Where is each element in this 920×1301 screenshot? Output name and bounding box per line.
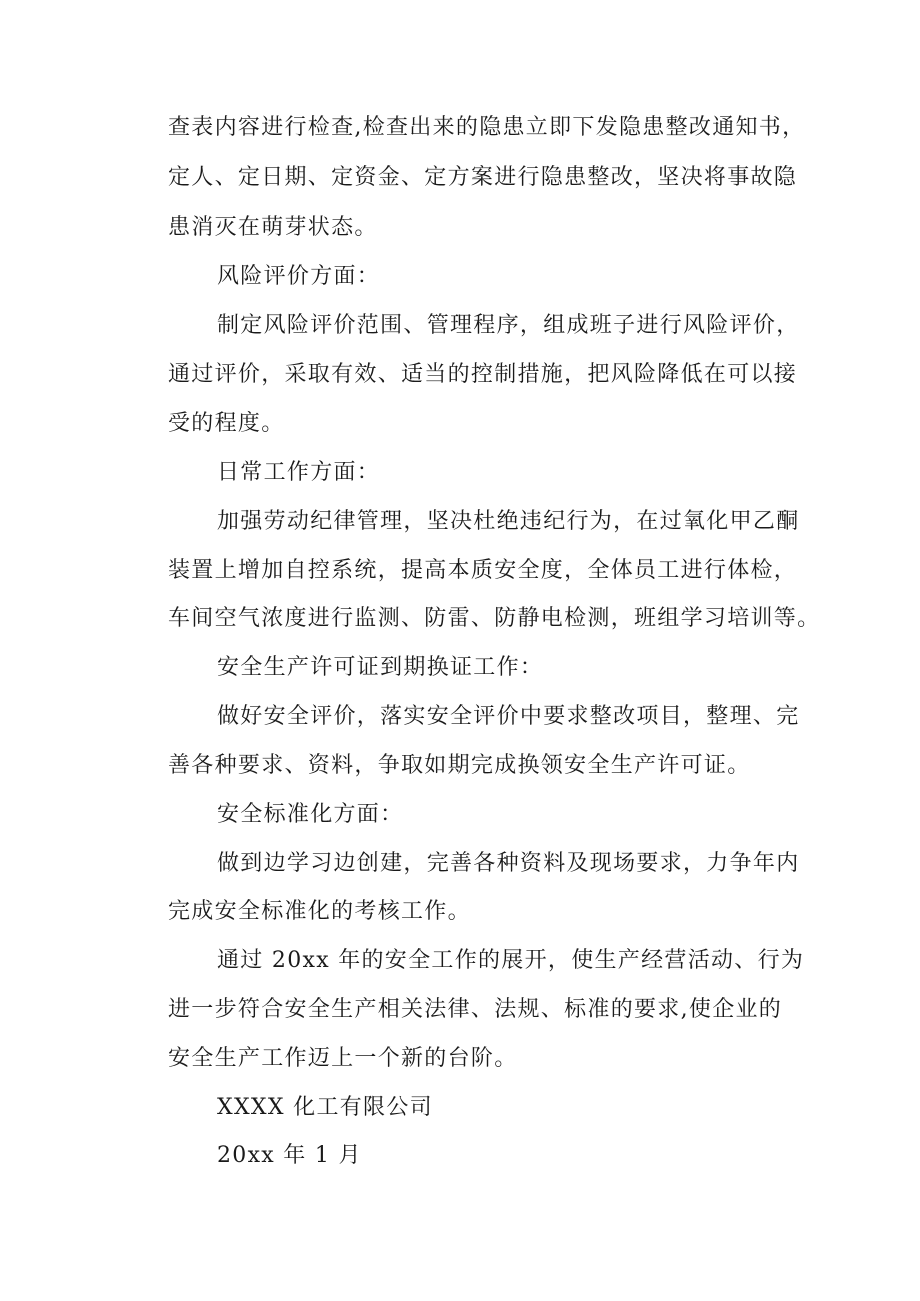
company-name: XXXX 化工有限公司: [217, 1095, 433, 1120]
paragraph-line: 做到边学习边创建，完善各种资料及现场要求，力争年内: [217, 851, 800, 876]
document-date: 20xx 年 1 月: [217, 1143, 362, 1168]
paragraph-line: 做好安全评价，落实安全评价中要求整改项目，整理、完: [217, 704, 800, 729]
paragraph-line: 通过评价，采取有效、适当的控制措施，把风险降低在可以接: [168, 362, 798, 387]
section-heading-daily-work: 日常工作方面：: [217, 460, 381, 485]
paragraph-line: 装置上增加自控系统，提高本质安全度，全体员工进行体检，: [168, 558, 798, 583]
paragraph-line: 通过 20xx 年的安全工作的展开，使生产经营活动、行为: [217, 948, 805, 973]
section-heading-risk-assessment: 风险评价方面：: [217, 264, 381, 289]
paragraph-line: 进一步符合安全生产相关法律、法规、标准的要求,使企业的: [168, 997, 783, 1022]
paragraph-line: 加强劳动纪律管理，坚决杜绝违纪行为，在过氧化甲乙酮: [217, 509, 800, 534]
paragraph-line: 查表内容进行检查,检查出来的隐患立即下发隐患整改通知书，: [168, 115, 806, 140]
paragraph-line: 安全生产工作迈上一个新的台阶。: [168, 1046, 518, 1071]
paragraph-line: 车间空气浓度进行监测、防雷、防静电检测，班组学习培训等。: [168, 606, 821, 631]
paragraph-line: 患消灭在萌芽状态。: [168, 215, 378, 240]
paragraph-line: 完成安全标准化的考核工作。: [168, 899, 471, 924]
section-heading-standardization: 安全标准化方面：: [217, 802, 404, 827]
paragraph-line: 善各种要求、资料，争取如期完成换领安全生产许可证。: [168, 753, 751, 778]
paragraph-line: 定人、定日期、定资金、定方案进行隐患整改，坚决将事故隐: [168, 165, 798, 190]
paragraph-line: 制定风险评价范围、管理程序，组成班子进行风险评价，: [217, 313, 800, 338]
paragraph-line: 受的程度。: [168, 411, 285, 436]
section-heading-license-renewal: 安全生产许可证到期换证工作：: [217, 655, 544, 680]
